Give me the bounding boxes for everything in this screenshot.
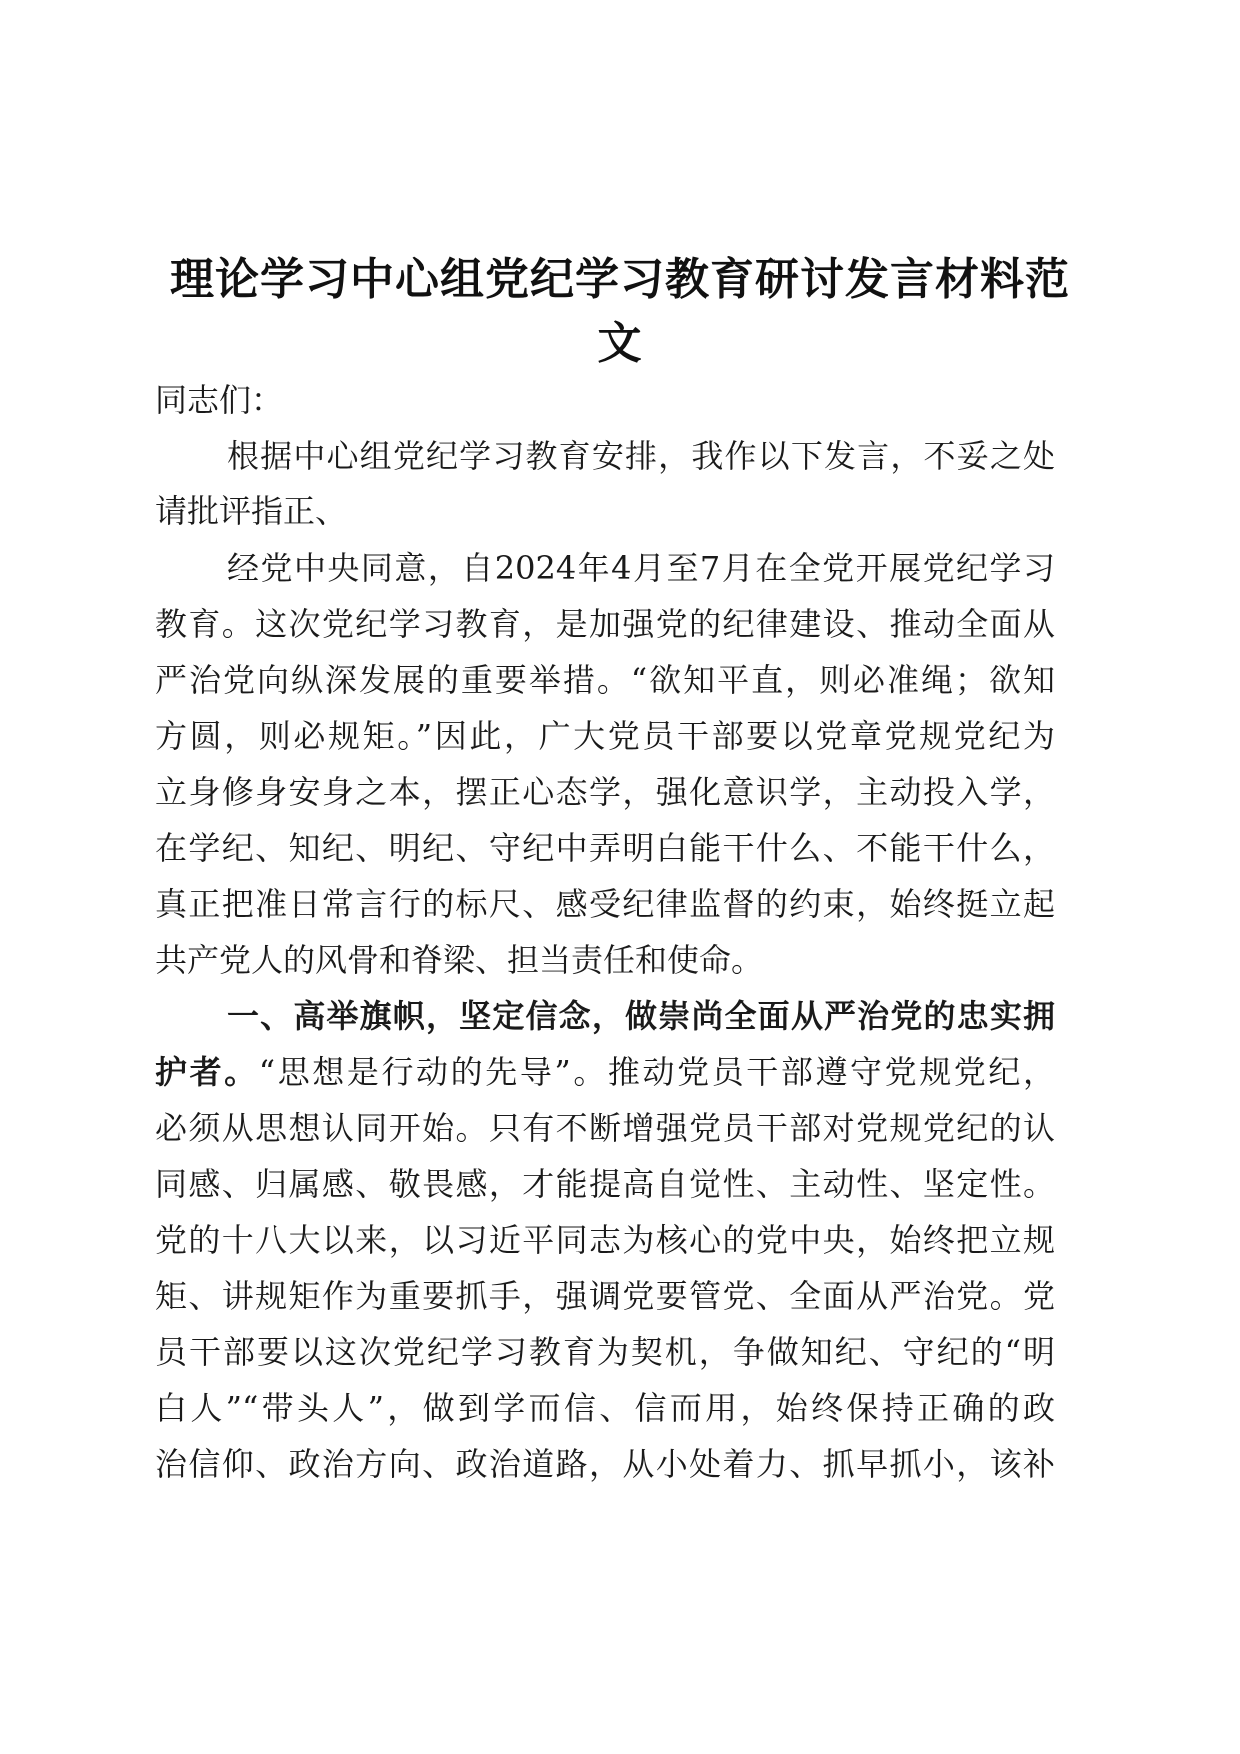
section-1-line-3: 同感、归属感、敬畏感，才能提高自觉性、主动性、坚定性。	[155, 1165, 1055, 1203]
paragraph-2-line-6: 在学纪、知纪、明纪、守纪中弄明白能干什么、不能干什么，	[155, 829, 1055, 867]
paragraph-2-line-3: 严治党向纵深发展的重要举措。“欲知平直，则必准绳；欲知	[155, 661, 1055, 699]
section-1-line-7: 白人”“带头人”，做到学而信、信而用，始终保持正确的政	[155, 1389, 1055, 1427]
section-1-heading-end: 护者。	[155, 1053, 259, 1091]
paragraph-1-line-1: 根据中心组党纪学习教育安排，我作以下发言，不妥之处	[227, 437, 1055, 475]
section-1-line-2: 必须从思想认同开始。只有不断增强党员干部对党规党纪的认	[155, 1109, 1055, 1147]
paragraph-2-line-8: 共产党人的风骨和脊梁、担当责任和使命。	[155, 941, 764, 979]
paragraph-2-line-4: 方圆，则必规矩。”因此，广大党员干部要以党章党规党纪为	[155, 717, 1055, 755]
section-1-line-1	[155, 1052, 1055, 1092]
section-1-line-1-text: “思想是行动的先导”。推动党员干部遵守党规党纪，	[258, 1053, 1055, 1091]
section-1-line-4: 党的十八大以来，以习近平同志为核心的党中央，始终把立规	[155, 1221, 1055, 1259]
section-1-line-8: 治信仰、政治方向、政治道路，从小处着力、抓早抓小，该补	[155, 1445, 1055, 1483]
paragraph-2-line-7: 真正把准日常言行的标尺、感受纪律监督的约束，始终挺立起	[155, 885, 1055, 923]
section-1-line-6: 员干部要以这次党纪学习教育为契机，争做知纪、守纪的“明	[155, 1333, 1055, 1371]
paragraph-1-line-2: 请批评指正、	[155, 492, 348, 530]
title-line-1: 理论学习中心组党纪学习教育研讨发言材料范	[170, 254, 1070, 305]
paragraph-2-line-5: 立身修身安身之本，摆正心态学，强化意识学，主动投入学，	[155, 773, 1055, 811]
section-1-line-5: 矩、讲规矩作为重要抓手，强调党要管党、全面从严治党。党	[155, 1277, 1055, 1315]
paragraph-2-line-1: 经党中央同意，自2024年4月至7月在全党开展党纪学习	[227, 549, 1055, 587]
title-line-2: 文	[597, 318, 643, 369]
salutation: 同志们：	[155, 381, 284, 419]
paragraph-2-line-2: 教育。这次党纪学习教育，是加强党的纪律建设、推动全面从	[155, 605, 1055, 643]
document-title	[150, 248, 1090, 376]
section-1-heading: 一、高举旗帜，坚定信念，做崇尚全面从严治党的忠实拥	[227, 997, 1055, 1035]
